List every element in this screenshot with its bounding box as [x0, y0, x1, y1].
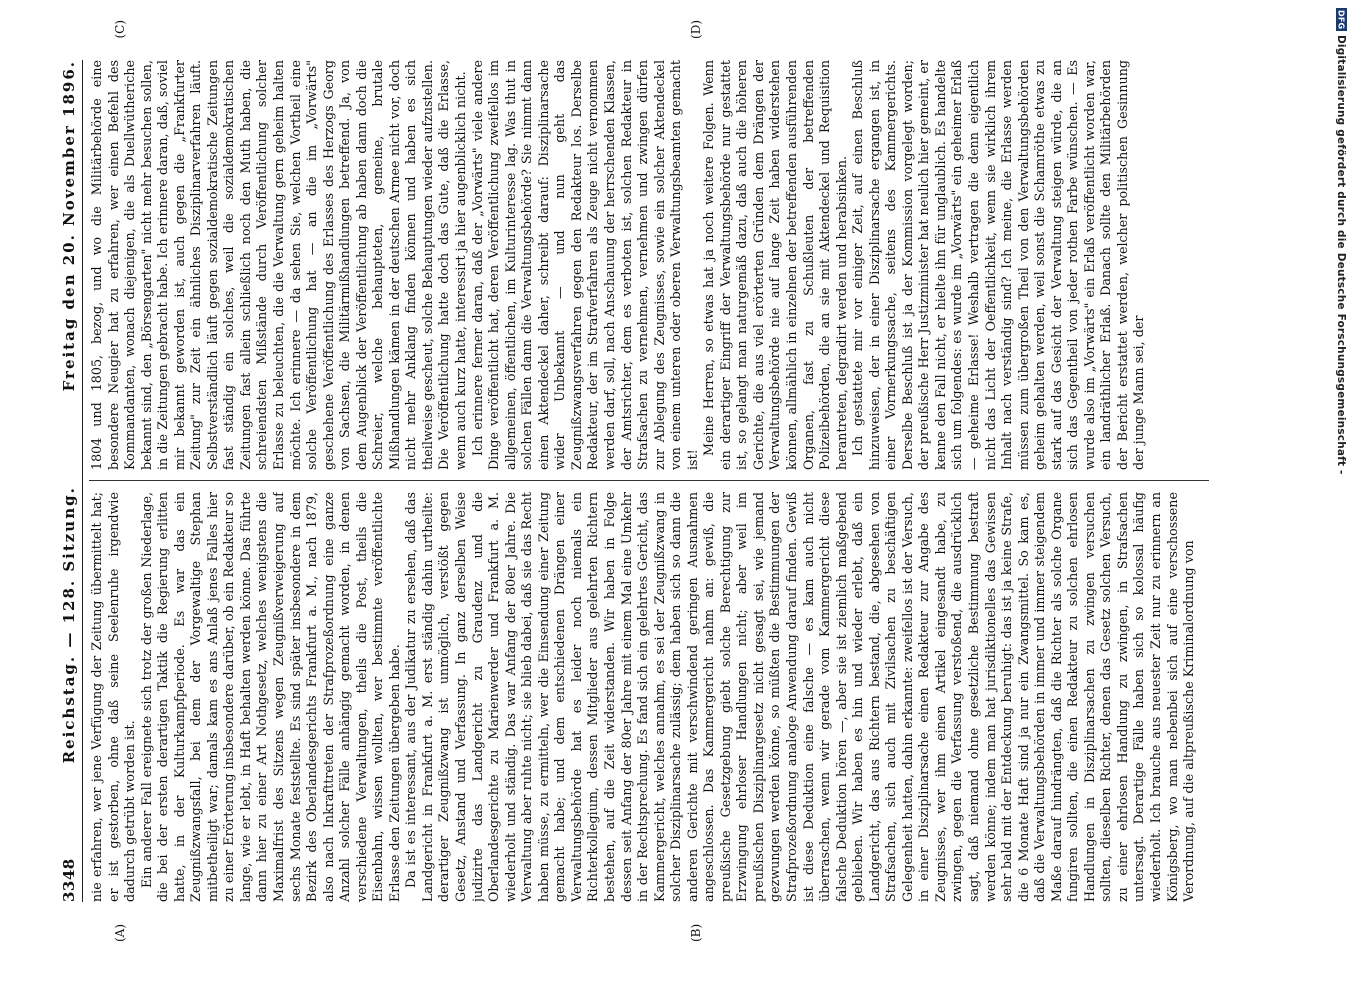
left-column	[89, 492, 1209, 902]
page-title: Reichstag. — 128. Sitzung.	[60, 486, 78, 764]
text-columns	[89, 20, 1209, 942]
page-number: 3348	[60, 858, 78, 902]
margin-marker-d: (D)	[689, 20, 703, 39]
dfg-logo: DFG	[1336, 10, 1346, 30]
paragraph: Ich gestattete mir vor einiger Zeit, auf einen Beschluß hinzuweisen, der in einer Disziplinarsache ergangen ist, in einer Vormerkungssache, seitens des Kammergerichts. Derselbe Beschluß ist ja der Kommission vorgelegt worden; der preußische Herr Justizminister hat neulich hier gemeint, er kenne den Fall nicht, er hielte ihn für unglaublich. Es handelte sich um folgendes: es wurde im „Vorwärts" ein geheimer Erlaß — geheime Erlasse! Weshalb vertragen die denn eigentlich nicht das Licht der Oeffentlichkeit, wenn sie wirklich ihrem Inhalt nach verständig sind? Ich meine, die Erlasse werden müssen zum übergroßen Theil von den Verwaltungsbehörden geheim gehalten werden, weil sonst die Schamröthe etwas zu stark auf das Gesicht der Verwaltung steigen würde, die an sich das Gegentheil von jeder rothen Farbe wünschen. — Es wurde also im „Vorwärts" ein Erlaß veröffentlicht worden war, ein landräthlicher Erlaß. Danach sollte den Militärbehörden der Bericht erstattet werden, welcher politischen Gesinnung der junge Mann sei, der	[850, 60, 1147, 470]
paragraph: 1804 und 1805, bezog, und wo die Militärbehörde eine besondere Neugier hat zu erfahren, wer einen Befehl des Kommandanten, wonach diejenigen, die als Duellwütheriche bekannt sind, den „Börsengarten" nicht mehr besuchen sollen, in die Zeitungen gebracht habe. Ich erinnere daran, daß, soviel mir bekannt geworden ist, auch gegen die „Frankfurter Zeitung" zur Zeit ein ähnliches Disziplinarverfahren läuft. Selbstverständlich läuft gegen sozialdemokratische Zeitungen fast ständig ein solches, weil die sozialdemokratischen Zeitungen fast allein schließlich noch den Muth haben, die schreiendsten Mißstände durch Veröffentlichung solcher Erlasse zu beleuchten, die die Verwaltung gern geheim halten möchte. Ich erinnere — da sehen Sie, welchen Vortheil eine solche Veröffentlichung hat — an die im „Vorwärts" geschehene Veröffentlichung des Erlasses des Herzogs Georg von Sachsen, die Militärmißhandlungen betreffend. Ja, von dem Augenblick der Veröffentlichung ab haben dann doch die Schreier, welche behaupteten, gemeine, brutale Mißhandlungen kämen in der deutschen Armee nicht vor, doch nicht mehr Anklang finden können und haben es sich theilweise gescheut, solche Behauptungen wieder aufzustellen. Die Veröffentlichung hatte doch das Gute, daß die Erlasse, wenn auch kurz hatte, interessirt ja hier augenblicklich nicht.	[89, 60, 469, 470]
page-date: Freitag den 20. November 1896.	[60, 60, 78, 392]
paragraph: Meine Herren, so etwas hat ja noch weitere Folgen. Wenn ein derartiger Eingriff der Verwaltungsbehörde nur gestattet ist, so gelangt man naturgemäß dazu, daß auch die höheren Gerichte, die aus viel erörterten Gründen dem Drängen der Verwaltungsbehörde nie auf lange Zeit haben widerstehen können, allmählich in einzelnen der betreffenden ausführenden Organen, fast zu Schußleuten der betreffenden Polizeibehörden, die an sie mit Aktendeckel und Requisition herantreten, degradirt werden und herabsinken.	[701, 60, 849, 470]
margin-marker-a: (A)	[113, 923, 127, 942]
page-header	[60, 60, 83, 902]
margin-marker-b: (B)	[689, 923, 703, 942]
paragraph: nie erfahren, wer jene Verfügung der Zeitung übermittelt hat; er ist gestorben, ohne daß seine Seelenruhe irgendwie dadurch getrübt worden ist.	[89, 492, 138, 902]
right-column	[89, 60, 1209, 470]
credit-text: Digitalisierung gefördert durch die Deutsche Forschungsgemeinschaft -	[1335, 35, 1347, 475]
margin-marker-c: (C)	[113, 20, 127, 39]
paragraph: Ich erinnere ferner daran, daß der „Vorwärts" viele andere Dinge veröffentlicht hat, deren Veröffentlichung zweifellos im allgemeinen, öffentlichen, im Kulturinteresse lag. Was thut in solchen Fällen dann die Verwaltungsbehörde? Sie nimmt dann einen Aktendeckel daher, schreibt darauf: Disziplinarsache wider Unbekannt — und nun geht das Zeugnißzwangsverfahren gegen den Redakteur los. Derselbe Redakteur, der im Strafverfahren als Zeuge nicht vernommen werden darf, soll, nach Anschauung der herrschenden Klassen, der Amtsrichter, dem es verboten ist, solchen Redakteur in Strafsachen zu vernehmen, vernehmen und zwingen dürfen zur Ablegung des Zeugnisses, sowie ein solcher Aktendeckel von einem unteren oder oberen Verwaltungsbeamten gemacht ist!	[469, 60, 700, 470]
digitization-credit	[1335, 8, 1347, 475]
column-rule	[89, 480, 1209, 481]
paragraph: Da ist es interessant, aus der Judikatur zu ersehen, daß das Landgericht in Frankfurt a. M. erst ständig dahin urtheilte: derartiger Zeugnißzwang ist unmöglich, verstößt gegen Gesetz, Anstand und Verfassung. In ganz derselben Weise judizirte das Landgericht zu Graudenz und die Oberlandesgerichte zu Marienwerder und Frankfurt a. M. wiederholt und ständig. Das war Anfang der 80er Jahre. Die Verwaltung aber ruhte nicht; sie blieb dabei, daß sie das Recht haben müsse, zu ermitteln, wer die Einsendung einer Zeitung gemacht habe; und dem entschiedenen Drängen einer Verwaltungsbehörde hat es leider noch niemals ein Richterkollegium, dessen Mitglieder aus gelehrten Richtern bestehen, auf die Zeit widerstanden. Wir haben in Folge dessen seit Anfang der 80er Jahre mit einem Mal eine Umkehr in der Rechtsprechung. Es fand sich ein gelehrtes Gericht, das Kammergericht, welches annahm, es sei der Zeugnißzwang in solcher Disziplinarsache zulässig; dem haben sich so dann die anderen Gerichte mit verschwindend geringen Ausnahmen angeschlossen. Das Kammergericht nahm an: gewiß, die preußische Gesetzgebung giebt solche Berechtigung zur Erzwingung ehrloser Handlungen nicht; aber weil im preußischen Disziplinargesetz nicht gesagt sei, wie jemand gezwungen werden könne, so müßten die Bestimmungen der Strafprozeßordnung analoge Anwendung darauf finden. Gewiß ist diese Deduktion eine falsche — es kam auch nicht überraschen, wenn wir gerade vom Kammergericht diese falsche Deduktion hören —, aber sie ist ziemlich maßgebend geblieben. Wir haben es hin und wieder erlebt, daß ein Landgericht, das aus Richtern bestand, die, abgesehen von Strafsachen, sich auch mit Zivilsachen zu beschäftigen Gelegenheit hatten, dahin erkannte: zweifellos ist der Versuch, in einer Disziplinarsache einen Redakteur zur Angabe des Zeugnisses, wer ihm einen Artikel eingesandt habe, zu zwingen, gegen die Verfassung verstoßend, die ausdrücklich sagt, daß niemand ohne gesetzliche Bestimmung bestraft werden könne; indem man hat jurisdiktionelles das Gewissen sehr bald mit der Entdeckung beruhigt: das ist ja keine Strafe, die 6 Monate Haft sind ja nur ein Zwangsmittel. So kam es, daß die Verwaltungsbehörden in immer und immer steigendem Maße darauf hindrängten, daß die Richter als solche Organe fungiren sollten, die einen Redakteur zu solchen ehrlosen Handlungen in Disziplinarsachen zu zwingen versuchen sollten, dieselben Richter, denen das Gesetz solchen Versuch, zu einer ehrlosen Handlung zu zwingen, in Strafsachen untersagt. Derartige Fälle haben sich so kolossal häufig wiederholt. Ich brauche aus neuester Zeit nur zu erinnern an Königsberg, wo man nebenbei sich auf eine verschossene Verordnung, auf die altpreußische Kriminalordnung von	[403, 492, 1197, 902]
paragraph: Ein anderer Fall ereignete sich trotz der großen Niederlage, die bei der ersten derartigen Taktik die Regierung erlitten hatte, in der Kulturkampfperiode. Es war das ein Zeugnißzwangsfall, bei dem der Vorgewaltige Stephan mitbetheiligt war; damals kam es ans Anlaß jenes Falles hier zu einer Erörterung insbesondere darüber, ob ein Redakteur so lange, wie er lebt, in Haft behalten werden könne. Das führte dann hier zu einer Art Nothgesetz, welches wenigstens die Maximalfrist des Sitzens wegen Zeugnißverweigerung auf sechs Monate feststellte. Es sind später insbesondere in dem Bezirk des Oberlandesgerichts Frankfurt a. M., nach 1879, also nach Inkrafttreten der Strafprozeßordnung eine ganze Anzahl solcher Fälle anhängig gemacht worden, in denen verschiedene Verwaltungen, theils die Post, theils die Eisenbahn, wissen wollten, wer bestimmte veröffentlichte Erlasse den Zeitungen übergeben habe.	[138, 492, 402, 902]
